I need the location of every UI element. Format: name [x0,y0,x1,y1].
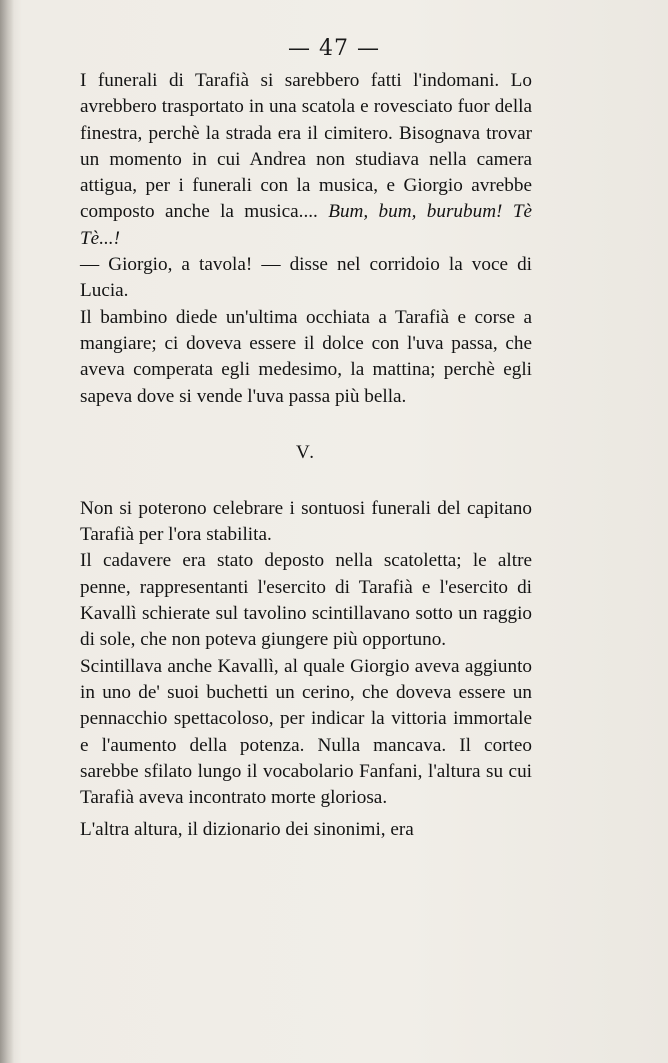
paragraph [80,305,532,410]
paragraph [80,252,532,305]
paragraph-text: Non si poterono celebrare i sontuosi funerali del capitano Tarafià per l'ora stabilita. [80,497,532,546]
paragraph [80,654,532,812]
paragraph [80,496,532,549]
page-body [80,68,532,844]
paragraph [80,68,532,252]
paragraph-text: Scintillava anche Kavallì, al quale Giorgio aveva aggiunto in uno de' suoi buchetti un cerino, che doveva essere un pennacchio spettacoloso, per indicar la vittoria immortale e l'aumento della potenza. Nulla mancava. Il corteo sarebbe sfilato lungo il vocabolario Fanfani, l'altura su cui Tarafià aveva incontrato morte gloriosa. [80,655,532,809]
paragraph [80,548,532,653]
paragraph [80,817,532,843]
paragraph-text: Il bambino diede un'ultima occhiata a Tarafià e corse a mangiare; ci doveva essere il dolce con l'uva passa, che aveva comperata egli medesimo, la mattina; perchè egli sapeva dove si vende l'uva passa più bella. [80,306,532,407]
paragraph-text: L'altra altura, il dizionario dei sinonimi, era [80,819,414,841]
dialogue-line: — Giorgio, a tavola! — disse nel corridoio la voce di Lucia. [80,254,532,302]
paragraph-text: I funerali di Tarafià si sarebbero fatti l'indomani. Lo avrebbero trasportato in una scatola e rovesciato fuor della finestra, perchè la strada era il cimitero. Bisognava trovar un momento in cui Andrea non studiava nella camera attigua, per i funerali con la musica, e Giorgio avrebbe composto anche la musica.... [80,70,532,223]
page-number: — 47 — [288,36,380,61]
page-spine-shadow [0,0,14,1063]
chapter-heading: V. [295,441,317,463]
onomatopoeia-italic: Bum, bum, burubum! Tè Tè...! [80,201,533,249]
paragraph-text: Il cadavere era stato deposto nella scatoletta; le altre penne, rappresentanti l'esercito di Tarafià e l'esercito di Kavallì schierate sul tavolino scintillavano sotto un raggio di sole, che non poteva giungere più opportuno. [80,550,532,651]
